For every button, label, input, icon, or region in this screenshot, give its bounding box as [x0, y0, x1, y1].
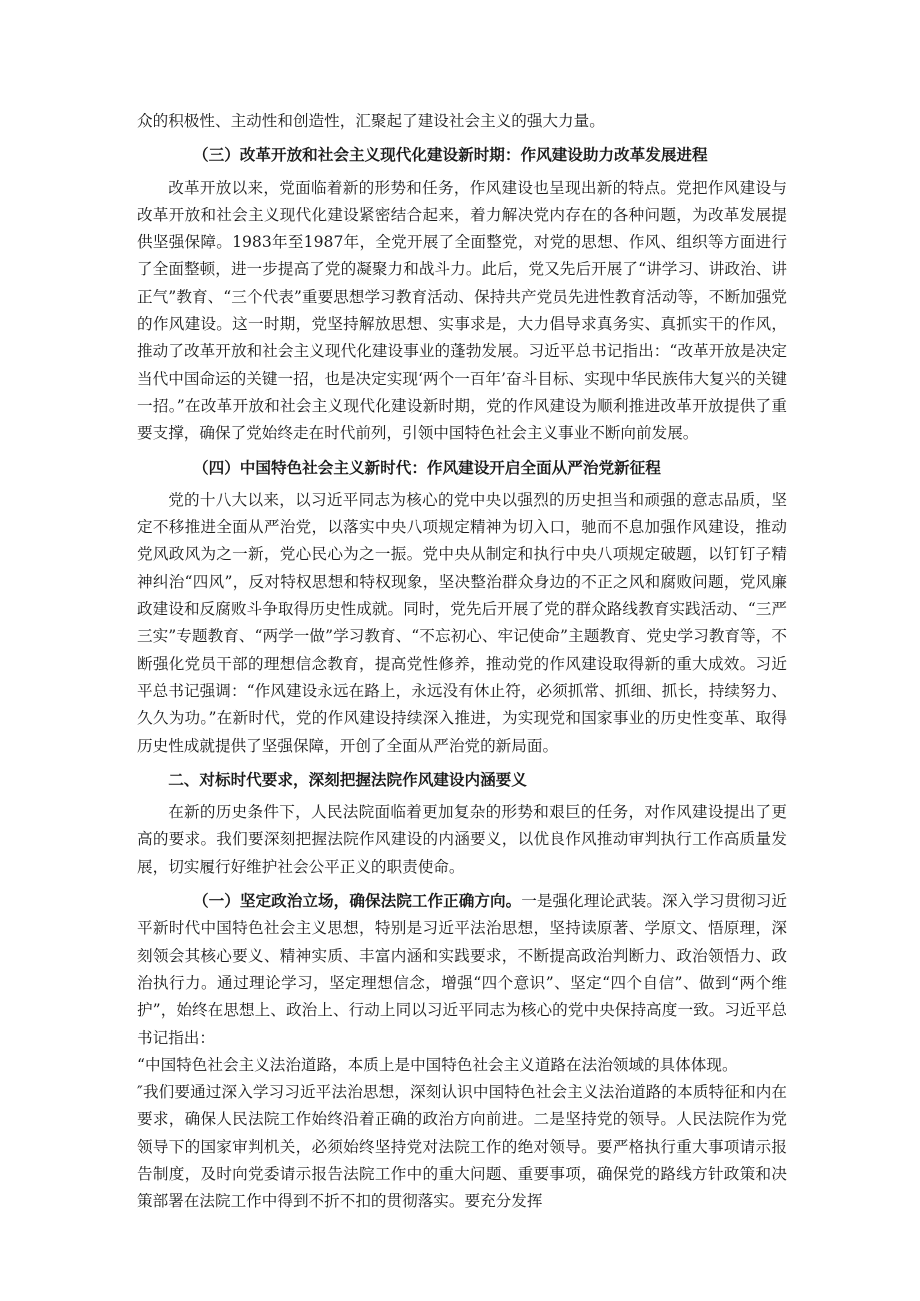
paragraph-section-4: 党的十八大以来，以习近平同志为核心的党中央以强烈的历史担当和顽强的意志品质，坚定不移推进全面从严治党，以落实中央八项规定精神为切入口，驰而不息加强作风建设，推动党风政风为之一新，党心民心为之一振。党中央从制定和执行中央八项规定破题，以钉钉子精神纠治“四风”，反对特权思想和特权现象，坚决整治群众身边的不正之风和腐败问题，党风廉政建设和反腐败斗争取得历史性成就。同时，党先后开展了党的群众路线教育实践活动、“三严三实”专题教育、“两学一做”学习教育、“不忘初心、牢记使命”主题教育、党史学习教育等，不断强化党员干部的理想信念教育，提高党性修养，推动党的作风建设取得新的重大成效。习近平总书记强调：“作风建设永远在路上，永远没有休止符，必须抓常、抓细、抓长，持续努力、久久为功。”在新时代，党的作风建设持续深入推进，为实现党和国家事业的历史性变革、取得历史性成就提供了坚强保障，开创了全面从严治党的新局面。: [137, 490, 787, 755]
paragraph-section-3: 改革开放以来，党面临着新的形势和任务，作风建设也呈现出新的特点。党把作风建设与改革开放和社会主义现代化建设紧密结合起来，着力解决党内存在的各种问题，为改革发展提供坚强保障。1983年至1987年，全党开展了全面整党，对党的思想、作风、组织等方面进行了全面整顿，进一步提高了党的凝聚力和战斗力。此后，党又先后开展了“讲学习、讲政治、讲正气”教育、“三个代表”重要思想学习教育活动、保持共产党员先进性教育活动等，不断加强党的作风建设。这一时期，党坚持解放思想、实事求是，大力倡导求真务实、真抓实干的作风，推动了改革开放和社会主义现代化建设事业的蓬勃发展。习近平总书记指出：“改革开放是决定当代中国命运的关键一招，也是决定实现‘两个一百年’奋斗目标、实现中华民族伟大复兴的关键一招。”在改革开放和社会主义现代化建设新时期，党的作风建设为顺利推进改革开放提供了重要支撑，确保了党始终走在时代前列，引领中国特色社会主义事业不断向前发展。: [137, 178, 787, 443]
subsection-1-body: 一是强化理论武装。深入学习贯彻习近平新时代中国特色社会主义思想，特别是习近平法治思想，坚持读原著、学原文、悟原理，深刻领会其核心要义、精神实质、丰富内涵和实践要求，不断提高政治判断力、政治领悟力、政治执行力。通过理论学习，坚定理想信念，增强“四个意识”、坚定“四个自信”、做到“两个维护”，始终在思想上、政治上、行动上同以习近平同志为核心的党中央保持高度一致。习近平总书记指出：: [137, 892, 787, 1047]
subsection-1-lead: （一）坚定政治立场，确保法院工作正确方向。: [193, 891, 522, 911]
quote-line-1: “中国特色社会主义法治道路，本质上是中国特色社会主义道路在法治领域的具体体现。: [137, 1055, 738, 1074]
document-body: [137, 108, 787, 1216]
paragraph-intro-tail: 众的积极性、主动性和创造性，汇聚起了建设社会主义的强大力量。: [137, 112, 605, 130]
paragraph-quote-continuation: ″我们要通过深入学习习近平法治思想，深刻认识中国特色社会主义法治道路的本质特征和内在要求，确保人民法院工作始终沿着正确的政治方向前进。二是坚持党的领导。人民法院作为党领导下的国家审判机关，必须始终坚持党对法院工作的绝对领导。要严格执行重大事项请示报告制度，及时向党委请示报告法院工作中的重大问题、重要事项，确保党的路线方针政策和决策部署在法院工作中得到不折不扣的贯彻落实。要充分发挥: [137, 1083, 787, 1211]
part-heading-2: 二、对标时代要求，深刻把握法院作风建设内涵要义: [168, 769, 527, 789]
paragraph-subsection-1: [137, 887, 787, 1052]
section-heading-4: （四）中国特色社会主义新时代：作风建设开启全面从严治党新征程: [193, 457, 661, 477]
paragraph-part-2: 在新的历史条件下，人民法院面临着更加复杂的形势和艰巨的任务，对作风建设提出了更高的要求。我们要深刻把握法院作风建设的内涵要义，以优良作风推动审判执行工作高质量发展，切实履行好维护社会公平正义的职责使命。: [137, 803, 787, 876]
section-heading-3: （三）改革开放和社会主义现代化建设新时期：作风建设助力改革发展进程: [193, 145, 708, 165]
